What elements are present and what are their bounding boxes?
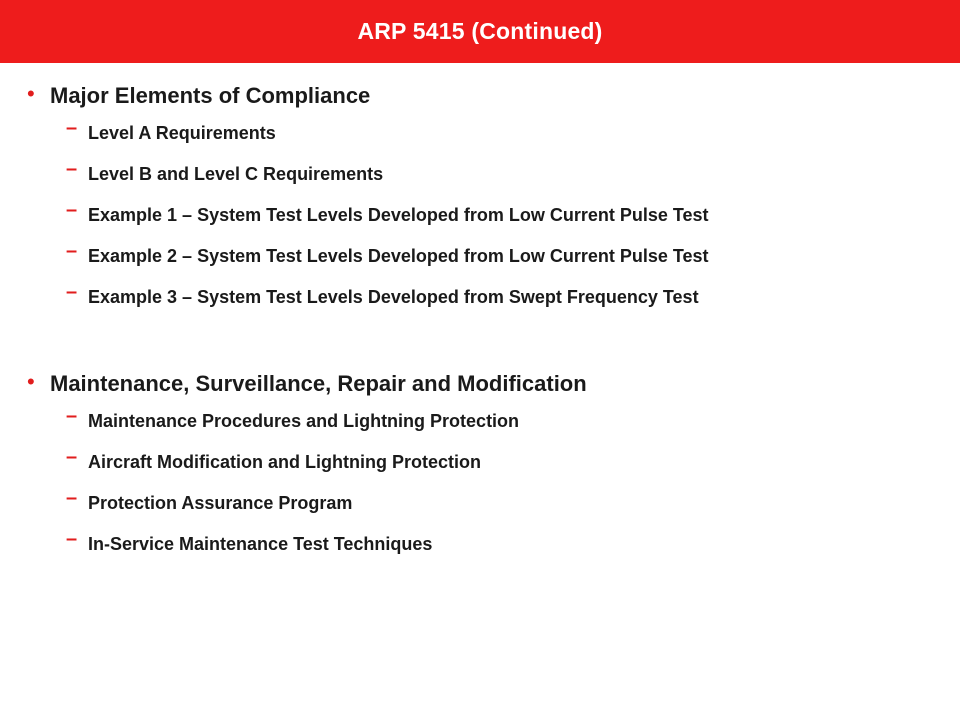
dash-icon: – <box>66 405 78 427</box>
title-bar <box>0 0 960 63</box>
sub-bullet-item <box>0 280 960 321</box>
dash-icon: – <box>66 281 78 303</box>
sub-bullet-item <box>0 445 960 486</box>
sub-bullet-list <box>0 116 960 321</box>
dash-icon: – <box>66 446 78 468</box>
sub-bullet-text: Level A Requirements <box>88 123 276 143</box>
bullet-heading: Major Elements of Compliance <box>50 83 371 108</box>
sub-bullet-text: Maintenance Procedures and Lightning Protection <box>88 411 520 431</box>
dash-icon: – <box>66 240 78 262</box>
sub-bullet-item <box>0 239 960 280</box>
bullet-heading: Maintenance, Surveillance, Repair and Modification <box>50 371 587 396</box>
sub-bullet-text: In-Service Maintenance Test Techniques <box>88 534 433 554</box>
section-major-elements <box>0 78 960 321</box>
sub-bullet-item <box>0 116 960 157</box>
sub-bullet-item <box>0 198 960 239</box>
sub-bullet-text: Level B and Level C Requirements <box>88 164 384 184</box>
dash-icon: – <box>66 487 78 509</box>
sub-bullet-item <box>0 157 960 198</box>
sub-bullet-text: Example 2 – System Test Levels Developed from Low Current Pulse Test <box>88 246 709 266</box>
sub-bullet-text: Example 1 – System Test Levels Developed from Low Current Pulse Test <box>88 205 709 225</box>
sub-bullet-list <box>0 404 960 568</box>
sub-bullet-text: Aircraft Modification and Lightning Protection <box>88 452 481 472</box>
dash-icon: – <box>66 117 78 139</box>
slide-title: ARP 5415 (Continued) <box>357 18 603 44</box>
section-maintenance <box>0 366 960 568</box>
bullet-item <box>0 366 960 404</box>
dash-icon: – <box>66 158 78 180</box>
bullet-dot-icon: • <box>27 369 35 394</box>
dash-icon: – <box>66 528 78 550</box>
bullet-item <box>0 78 960 116</box>
sub-bullet-text: Protection Assurance Program <box>88 493 353 513</box>
sub-bullet-item <box>0 404 960 445</box>
bullet-dot-icon: • <box>27 81 35 106</box>
sub-bullet-item <box>0 486 960 527</box>
sub-bullet-text: Example 3 – System Test Levels Developed from Swept Frequency Test <box>88 287 699 307</box>
sub-bullet-item <box>0 527 960 568</box>
dash-icon: – <box>66 199 78 221</box>
